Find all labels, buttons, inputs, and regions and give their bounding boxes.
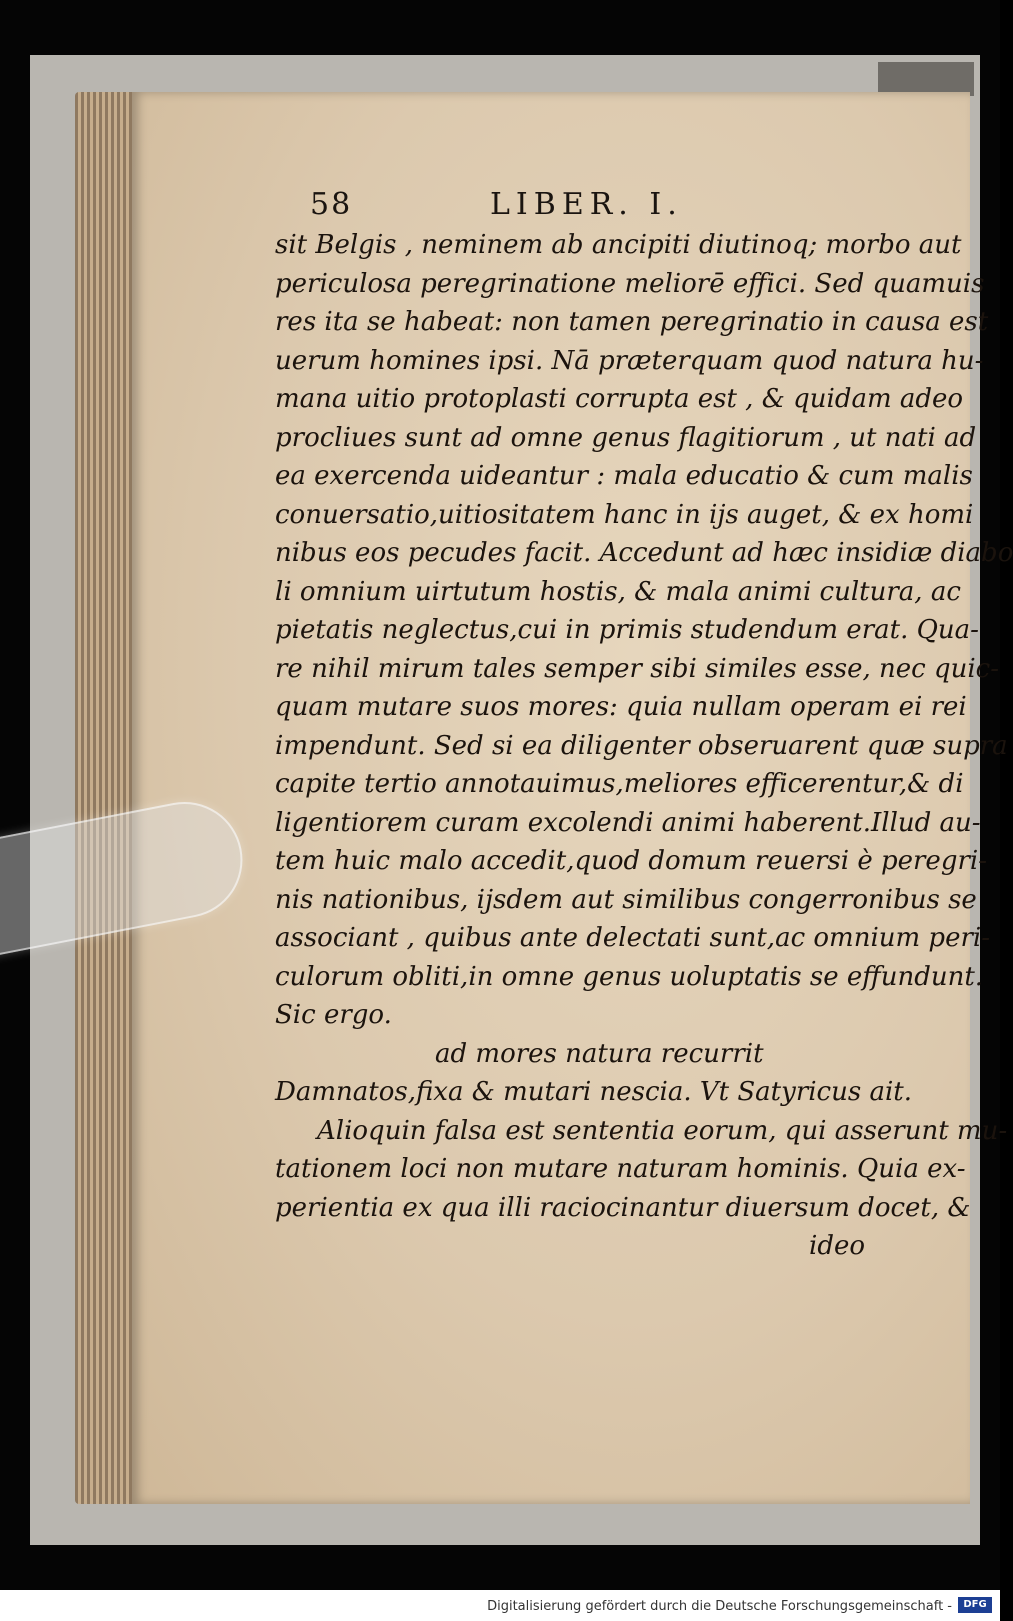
running-head: LIBER. I. [490,187,683,222]
dfg-logo: DFG [958,1597,992,1613]
page-header [310,187,870,227]
text-line: conuersatio,uitiositatem hanc in ijs auget, & ex homi [275,499,974,530]
text-line: mana uitio protoplasti corrupta est , & quidam adeo [275,384,964,414]
text-line: re nihil mirum tales semper sibi similes esse, nec quic- [275,653,1000,684]
text-line: associant , quibus ante delectati sunt,ac omnium peri- [275,923,990,953]
text-line: Damnatos,fixa & mutari nescia. Vt Satyricus ait. [275,1077,912,1107]
text-line: culorum obliti,in omne genus uoluptatis se effundunt. [275,961,984,992]
text-line: li omnium uirtutum hostis, & mala animi cultura, ac [275,576,961,607]
page-number: 58 [310,187,353,222]
bookmark-tab [878,62,974,96]
text-line: res ita se habeat: non tamen peregrinatio in causa est [275,307,989,337]
text-line: pietatis neglectus,cui in primis studendum erat. Qua- [275,615,979,645]
paragraph-line: Alioquin falsa est sententia eorum, qui asserunt mu- [317,1115,1008,1146]
text-line: periculosa peregrinatione meliorē effici. Sed quamuis [275,268,985,299]
footer-credit: Digitalisierung gefördert durch die Deutsche Forschungsgemeinschaft - [487,1599,952,1614]
body-text [275,226,1013,1266]
digitization-footer [0,1590,1000,1621]
text-line: tem huic malo accedit,quod domum reuersi è peregri- [275,846,987,876]
text-line: quam mutare suos mores: quia nullam operam ei rei [275,692,967,722]
text-line: ligentiorem curam excolendi animi haberent.Illud au- [275,807,981,838]
text-line: impendunt. Sed si ea diligenter obseruarent quæ supra [275,730,1008,761]
verse-quotation: ad mores natura recurrit [435,1038,764,1069]
text-line: ea exercenda uideantur : mala educatio & cum malis [275,461,973,491]
text-line: uerum homines ipsi. Nā præterquam quod natura hu- [275,345,984,376]
paragraph-line: tationem loci non mutare naturam hominis. Quia ex- [275,1154,966,1184]
text-line: Sic ergo. [275,1000,392,1030]
catchword: ideo [809,1231,865,1261]
text-line: capite tertio annotauimus,meliores efficerentur,& di [275,769,964,799]
text-line: nis nationibus, ijsdem aut similibus congerronibus se [275,884,977,915]
page-edges [75,92,135,1504]
paragraph-line: perientia ex qua illi raciocinantur diuersum docet, & [275,1192,971,1223]
text-line: sit Belgis , neminem ab ancipiti diutinoq; morbo aut [275,230,962,260]
text-line: nibus eos pecudes facit. Accedunt ad hæc insidiæ diabo [275,538,1013,568]
text-line: procliues sunt ad omne genus flagitiorum , ut nati ad [275,422,977,453]
